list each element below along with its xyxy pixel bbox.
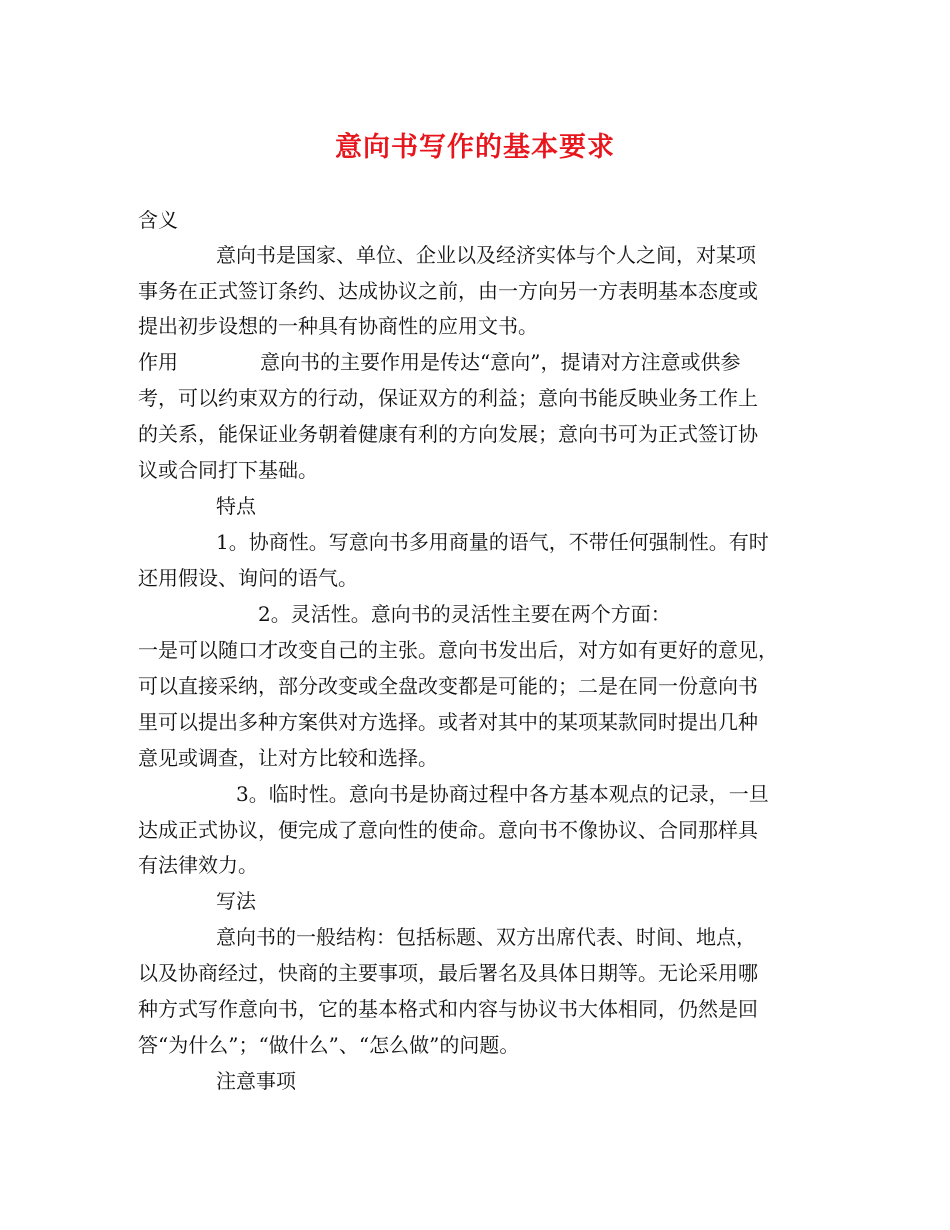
paragraph-line: 3。临时性。意向书是协商过程中各方基本观点的记录，一旦 [236,782,769,806]
paragraph-line: 意见或调查，让对方比较和选择。 [138,746,438,770]
paragraph-line: 以及协商经过，快商的主要事项，最后署名及具体日期等。无论采用哪 [138,961,758,985]
section-heading-meaning: 含义 [138,208,178,232]
paragraph-line: 里可以提出多种方案供对方选择。或者对其中的某项某款同时提出几种 [138,710,758,734]
paragraph-line: 事务在正式签订条约、达成协议之前，由一方向另一方表明基本态度或 [138,279,758,303]
paragraph-line: 答“为什么”；“做什么”、“怎么做”的问题。 [138,1033,520,1057]
paragraph-line: 1。协商性。写意向书多用商量的语气，不带任何强制性。有时 [216,530,769,554]
paragraph-line: 有法律效力。 [138,853,258,877]
section-heading-notes: 注意事项 [216,1069,296,1093]
paragraph-line: 种方式写作意向书，它的基本格式和内容与协议书大体相同，仍然是回 [138,997,758,1021]
paragraph-line: 的关系，能保证业务朝着健康有利的方向发展；意向书可为正式签订协 [138,422,758,446]
paragraph-line: 议或合同打下基础。 [138,458,318,482]
paragraph-line: 意向书的一般结构：包括标题、双方出席代表、时间、地点， [216,925,756,949]
paragraph-line: 意向书是国家、单位、企业以及经济实体与个人之间，对某项 [216,243,756,267]
section-heading-writing: 写法 [216,889,256,913]
document-title: 意向书写作的基本要求 [335,132,615,163]
section-heading-features: 特点 [216,494,256,518]
section-heading-function: 作用 [138,350,178,374]
paragraph-line: 2。灵活性。意向书的灵活性主要在两个方面： [258,602,671,626]
paragraph-line: 还用假设、询问的语气。 [138,566,358,590]
paragraph-line: 达成正式协议，便完成了意向性的使命。意向书不像协议、合同那样具 [138,818,758,842]
paragraph-line: 意向书的主要作用是传达“意向”，提请对方注意或供参 [260,350,741,374]
paragraph-line: 一是可以随口才改变自己的主张。意向书发出后，对方如有更好的意见， [138,638,778,662]
paragraph-line: 考，可以约束双方的行动，保证双方的利益；意向书能反映业务工作上 [138,386,758,410]
paragraph-line: 可以直接采纳，部分改变或全盘改变都是可能的；二是在同一份意向书 [138,674,758,698]
paragraph-line: 提出初步设想的一种具有协商性的应用文书。 [138,314,538,338]
